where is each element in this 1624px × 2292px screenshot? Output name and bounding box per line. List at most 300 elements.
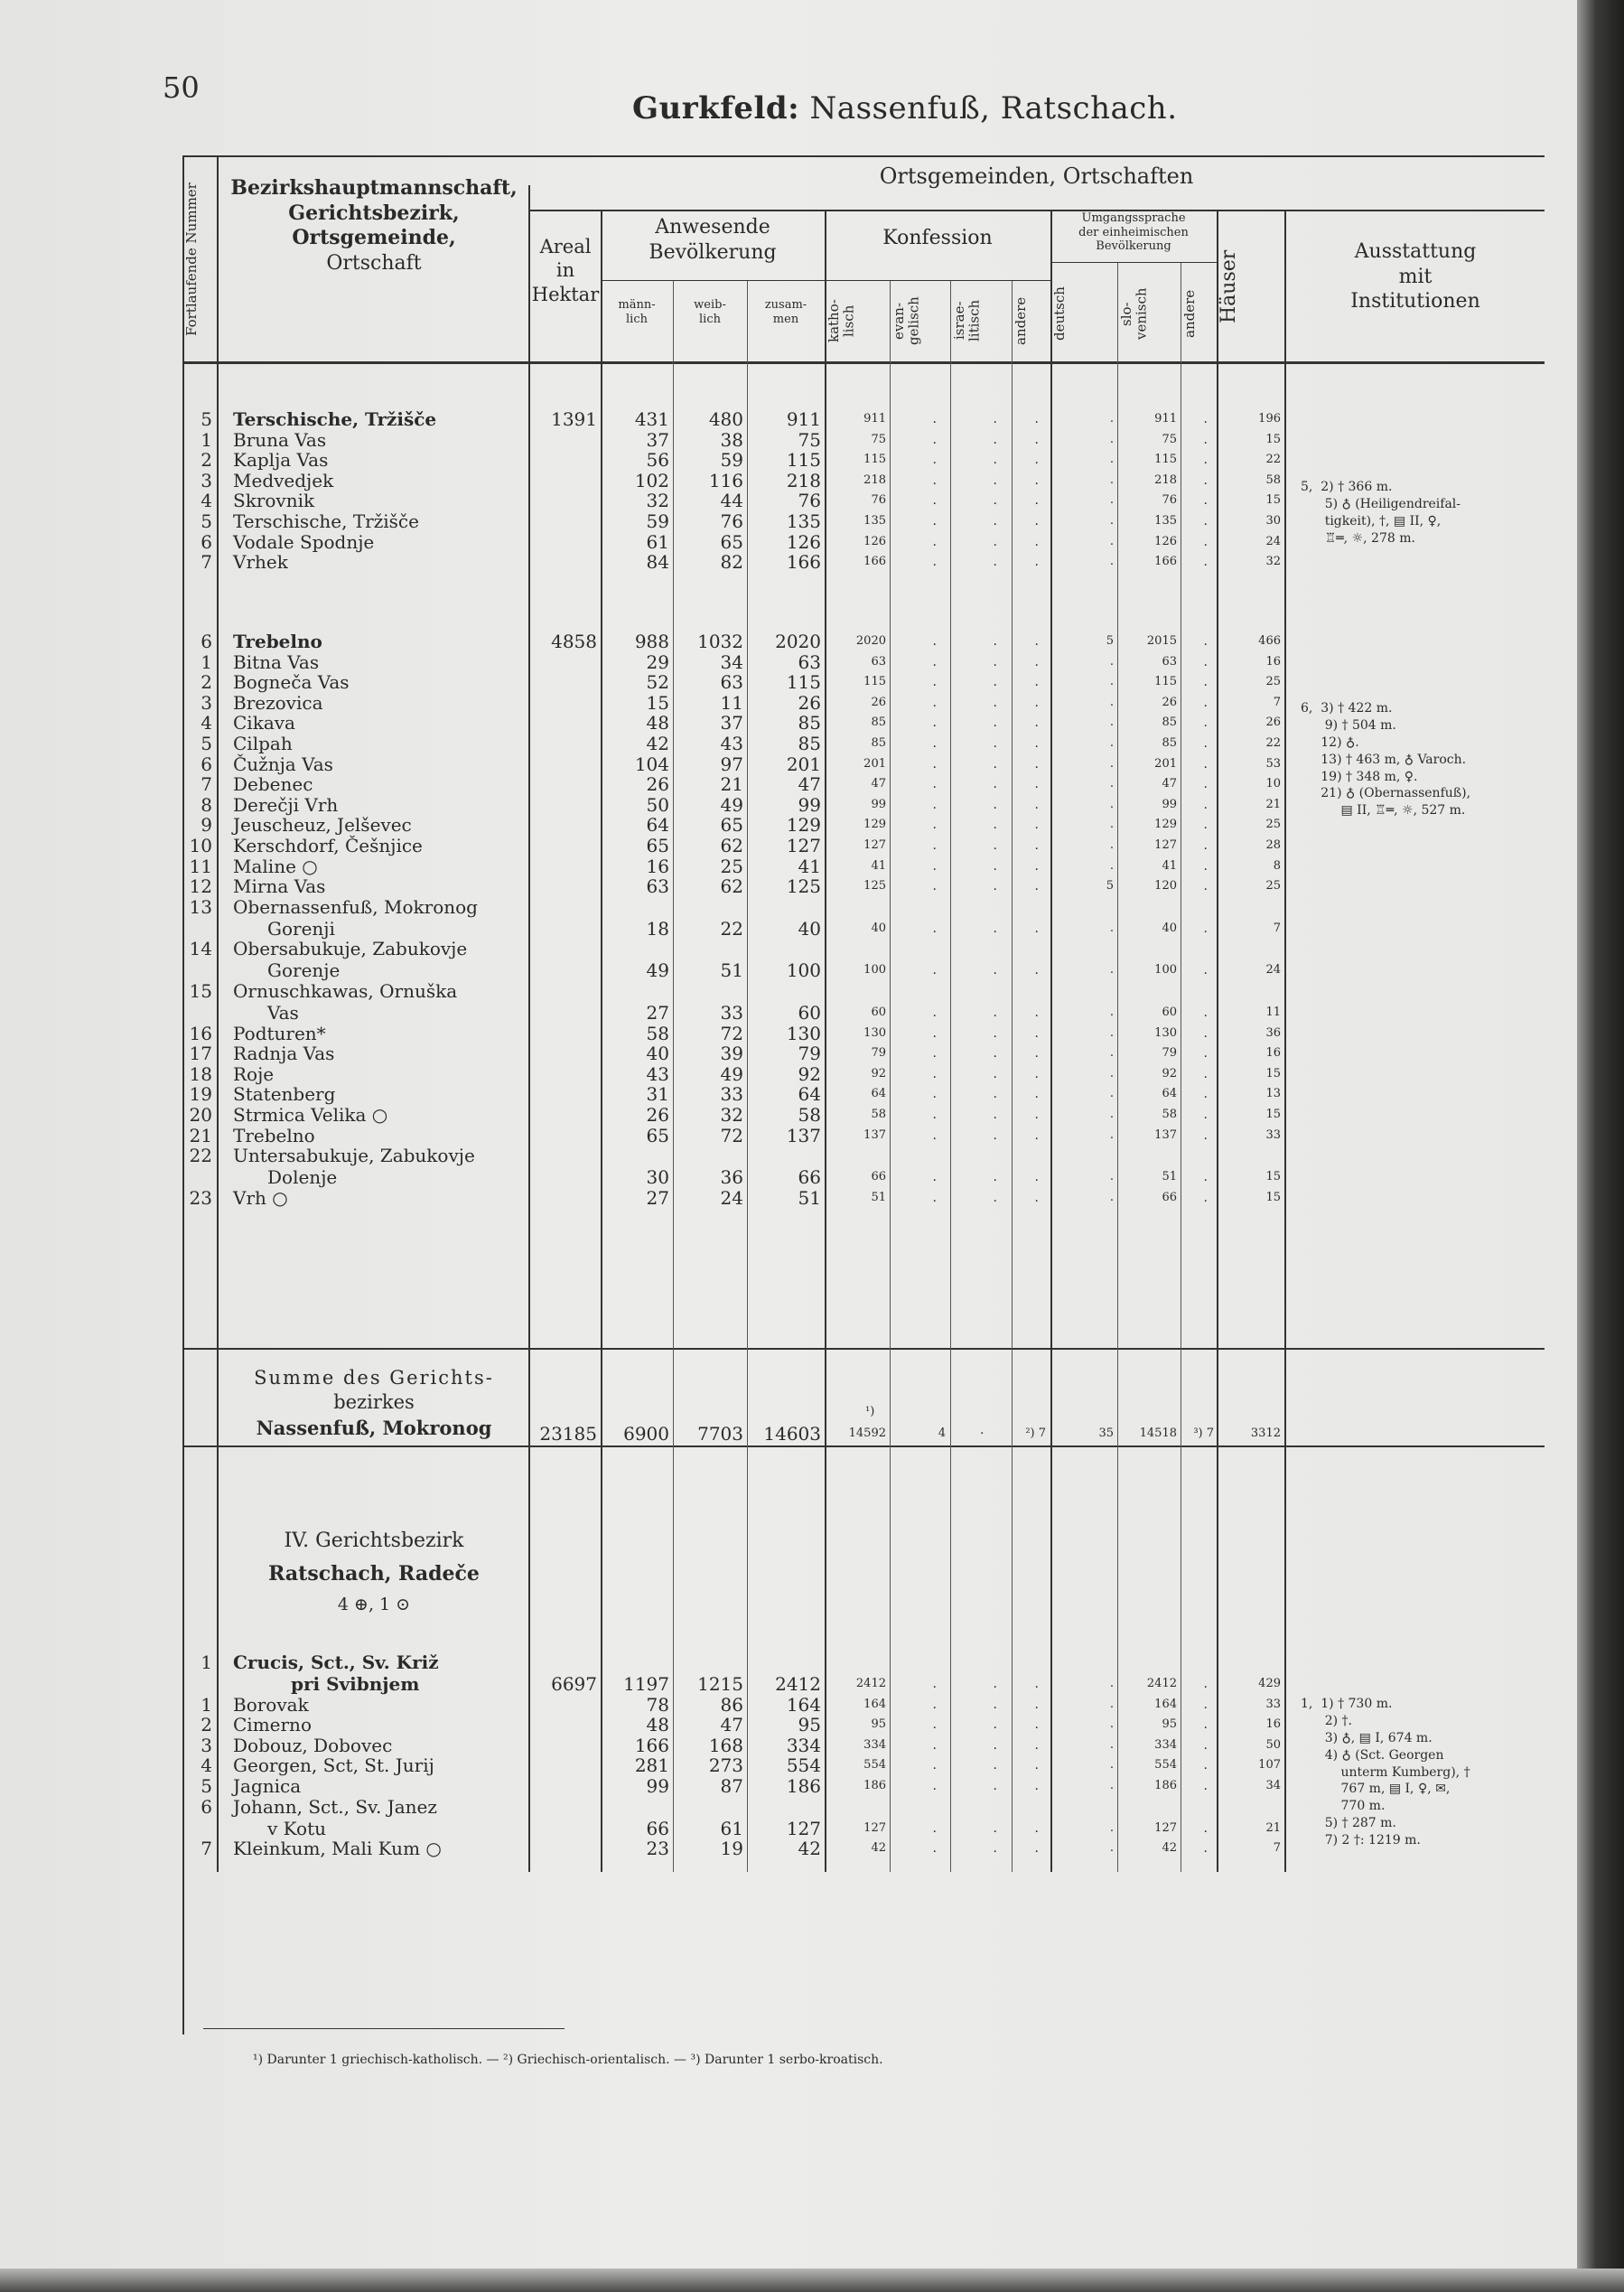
table-row (0, 856, 1624, 875)
row-total: 115 (786, 671, 821, 693)
row-haeuser: 11 (1265, 1006, 1281, 1019)
row-male: 16 (646, 856, 669, 877)
row-number: 19 (189, 1083, 212, 1105)
row-number: 5 (201, 1775, 212, 1797)
table-row (0, 1104, 1624, 1124)
row-male: 27 (646, 1187, 669, 1209)
row-male: 61 (646, 530, 669, 553)
section-heading-l2: Ratschach, Radeče (268, 1562, 480, 1586)
row-female: 22 (720, 918, 743, 940)
page-title (632, 90, 1178, 126)
row-slovenisch: 41 (1162, 859, 1177, 873)
row-place-name: Derečji Vrh (233, 794, 339, 816)
row-place-name-cont: Dolenje (267, 1166, 338, 1188)
row-slovenisch: 51 (1162, 1170, 1177, 1183)
row-female: 97 (720, 753, 743, 775)
row-place-name-cont: Gorenje (267, 959, 341, 981)
summary-bottom-rule (182, 1445, 1545, 1447)
table-row (0, 429, 1624, 449)
row-deutsch: . (1109, 1170, 1114, 1183)
row-andere-lang: . (1203, 1779, 1208, 1793)
header-lang-l1: Umgangssprache (1081, 211, 1186, 225)
row-total: 64 (798, 1083, 821, 1105)
row-deutsch: . (1109, 963, 1114, 977)
header-katholisch: katho- lisch (826, 299, 857, 342)
row-total: 95 (798, 1714, 821, 1735)
row-slovenisch: 164 (1154, 1698, 1177, 1711)
row-female: 1215 (697, 1673, 743, 1695)
row-evangelisch: . (932, 1677, 937, 1691)
row-female: 36 (720, 1166, 743, 1188)
row-evangelisch: . (932, 1779, 937, 1793)
row-male: 27 (646, 1002, 669, 1024)
table-row (0, 1083, 1624, 1103)
row-andere-konf: . (1034, 757, 1039, 772)
row-israelitisch: . (993, 555, 997, 570)
row-andere-konf: . (1034, 1067, 1039, 1081)
row-andere-lang: . (1203, 1738, 1208, 1753)
row-andere-lang: . (1203, 1821, 1208, 1836)
table-row (0, 651, 1624, 671)
row-number: 6 (201, 753, 212, 775)
row-female: 72 (720, 1125, 743, 1146)
table-row (0, 835, 1624, 855)
row-male: 988 (634, 631, 669, 652)
table-row (0, 938, 1624, 981)
row-andere-lang: . (1203, 1087, 1208, 1101)
row-slovenisch: 911 (1154, 412, 1177, 426)
row-deutsch: . (1109, 655, 1114, 669)
row-total: 135 (786, 510, 821, 532)
row-slovenisch: 85 (1162, 716, 1177, 729)
row-number: 18 (189, 1063, 212, 1085)
row-haeuser: 107 (1258, 1758, 1281, 1772)
row-andere-konf: . (1034, 859, 1039, 874)
row-israelitisch: . (993, 655, 997, 669)
row-israelitisch: . (993, 514, 997, 529)
row-israelitisch: . (993, 1046, 997, 1061)
row-deutsch: . (1109, 1067, 1114, 1081)
row-haeuser: 15 (1265, 1191, 1281, 1204)
summary-haeuser: 3312 (1250, 1427, 1281, 1440)
row-israelitisch: . (993, 1698, 997, 1712)
row-andere-lang: . (1203, 963, 1208, 978)
summary-label-l3: Nassenfuß, Mokronog (256, 1416, 492, 1439)
row-evangelisch: . (932, 1821, 937, 1836)
row-place-name: Maline ○ (233, 856, 318, 877)
row-female: 72 (720, 1023, 743, 1044)
row-evangelisch: . (932, 859, 937, 874)
row-andere-konf: . (1034, 675, 1039, 689)
table-row (0, 980, 1624, 1024)
row-deutsch: . (1109, 1738, 1114, 1752)
row-male: 1197 (623, 1673, 669, 1695)
row-haeuser: 33 (1265, 1128, 1281, 1142)
footnote-rule (203, 2028, 565, 2029)
row-slovenisch: 66 (1162, 1191, 1177, 1204)
row-female: 480 (708, 408, 743, 430)
row-haeuser: 32 (1265, 555, 1281, 569)
summary-label-l1: Summe des Gerichts- (254, 1367, 494, 1389)
row-andere-lang: . (1203, 838, 1208, 853)
row-place-name: Terschische, Tržišče (233, 510, 419, 532)
row-israelitisch: . (993, 1717, 997, 1732)
row-slovenisch: 334 (1154, 1738, 1177, 1752)
row-number: 3 (201, 692, 212, 714)
row-andere-konf: . (1034, 716, 1039, 730)
row-andere-lang: . (1203, 634, 1208, 649)
row-slovenisch: 130 (1154, 1026, 1177, 1040)
row-deutsch: . (1109, 1006, 1114, 1019)
row-male: 29 (646, 651, 669, 673)
header-group: Ortsgemeinden, Ortschaften (879, 164, 1194, 189)
row-israelitisch: . (993, 1841, 997, 1856)
row-male: 40 (646, 1043, 669, 1064)
row-andere-konf: . (1034, 879, 1039, 893)
row-haeuser: 33 (1265, 1698, 1281, 1711)
row-place-name: Trebelno (233, 631, 322, 652)
row-slovenisch: 127 (1154, 838, 1177, 852)
row-haeuser: 16 (1265, 1046, 1281, 1060)
row-deutsch: . (1109, 736, 1114, 750)
row-israelitisch: . (993, 921, 997, 936)
row-israelitisch: . (993, 818, 997, 832)
row-andere-lang: . (1203, 534, 1208, 549)
row-place-name: Dobouz, Dobovec (233, 1735, 393, 1756)
row-haeuser: 26 (1265, 716, 1281, 729)
row-andere-konf: . (1034, 1046, 1039, 1061)
row-male: 65 (646, 1125, 669, 1146)
row-katholisch: 164 (863, 1698, 886, 1711)
row-katholisch: 92 (871, 1067, 886, 1081)
header-district-l1: Bezirkshauptmannschaft, (230, 176, 518, 200)
row-andere-lang: . (1203, 1758, 1208, 1773)
row-total: 164 (786, 1694, 821, 1716)
header-lang-l3: Bevölkerung (1096, 239, 1171, 254)
row-haeuser: 24 (1265, 534, 1281, 548)
section-heading-l1: IV. Gerichtsbezirk (284, 1530, 464, 1552)
row-andere-konf: . (1034, 1006, 1039, 1020)
row-andere-lang: . (1203, 655, 1208, 669)
summary-row (0, 1405, 1624, 1445)
row-haeuser: 429 (1258, 1677, 1281, 1690)
table-row (0, 551, 1624, 574)
row-male: 23 (646, 1838, 669, 1859)
row-evangelisch: . (932, 1128, 937, 1143)
row-andere-konf: . (1034, 777, 1039, 791)
row-katholisch: 127 (863, 838, 886, 852)
row-number: 2 (201, 449, 212, 472)
header-ausst-l1: Ausstattung (1354, 240, 1477, 263)
row-female: 65 (720, 530, 743, 553)
header-population (601, 215, 825, 265)
row-deutsch: . (1109, 921, 1114, 935)
row-deutsch: . (1109, 453, 1114, 467)
header-andere-lang: andere (1181, 289, 1198, 339)
row-male: 49 (646, 959, 669, 981)
row-place-name: Radnja Vas (233, 1043, 335, 1064)
row-female: 33 (720, 1002, 743, 1024)
row-slovenisch: 2015 (1146, 634, 1177, 648)
note-terschische: 5, 2) † 366 m. 5) ♁ (Heiligendreifal- tigkeit), †, ▤ II, ♀, ♖═, ☼, 278 m. (1301, 480, 1461, 546)
row-andere-lang: . (1203, 798, 1208, 812)
row-female: 43 (720, 733, 743, 754)
row-andere-konf: . (1034, 1087, 1039, 1101)
row-haeuser: 7 (1273, 696, 1281, 709)
header-group-rule (528, 210, 1545, 211)
header-lfd-nummer: Fortlaufende Nummer (183, 182, 200, 337)
row-total: 129 (786, 814, 821, 836)
row-katholisch: 127 (863, 1821, 886, 1835)
row-haeuser: 21 (1265, 798, 1281, 811)
row-katholisch: 85 (871, 716, 886, 729)
row-andere-lang: . (1203, 1128, 1208, 1143)
title-rest: Nassenfuß, Ratschach. (799, 90, 1178, 126)
row-number: 9 (201, 814, 212, 836)
row-male: 58 (646, 1023, 669, 1044)
row-evangelisch: . (932, 655, 937, 669)
row-place-name: Debenec (233, 773, 313, 795)
row-andere-lang: . (1203, 432, 1208, 447)
row-place-name: Ornuschkawas, Ornuška (233, 980, 458, 1002)
summary-andere-lang: ³) 7 (1193, 1427, 1214, 1440)
row-deutsch: . (1109, 1821, 1114, 1835)
row-male: 30 (646, 1166, 669, 1188)
row-female: 44 (720, 490, 743, 512)
row-number: 6 (201, 1796, 212, 1818)
row-slovenisch: 201 (1154, 757, 1177, 771)
summary-evangelisch: 4 (938, 1427, 946, 1440)
row-place-name: Mirna Vas (233, 875, 326, 897)
row-andere-lang: . (1203, 493, 1208, 509)
row-israelitisch: . (993, 696, 997, 710)
row-slovenisch: 137 (1154, 1128, 1177, 1142)
summary-deutsch: 35 (1098, 1427, 1114, 1440)
row-female: 11 (720, 692, 743, 714)
row-deutsch: . (1109, 555, 1114, 569)
row-evangelisch: . (932, 1108, 937, 1122)
row-israelitisch: . (993, 675, 997, 689)
row-andere-konf: . (1034, 1841, 1039, 1856)
row-andere-konf: . (1034, 1108, 1039, 1122)
row-katholisch: 125 (863, 879, 886, 893)
row-number: 20 (189, 1104, 212, 1126)
row-israelitisch: . (993, 736, 997, 751)
row-evangelisch: . (932, 1087, 937, 1101)
table-top-border (182, 155, 1545, 157)
row-haeuser: 28 (1265, 838, 1281, 852)
row-evangelisch: . (932, 1841, 937, 1856)
row-areal: 6697 (551, 1673, 597, 1695)
row-total: 2412 (775, 1673, 821, 1695)
row-haeuser: 8 (1273, 859, 1281, 873)
row-male: 104 (634, 753, 669, 775)
row-slovenisch: 135 (1154, 514, 1177, 528)
row-areal: 1391 (551, 408, 597, 430)
row-evangelisch: . (932, 798, 937, 812)
row-place-name: Čužnja Vas (233, 753, 333, 775)
row-number: 12 (189, 875, 212, 897)
row-haeuser: 15 (1265, 1067, 1281, 1081)
row-katholisch: 137 (863, 1128, 886, 1142)
row-evangelisch: . (932, 879, 937, 893)
row-deutsch: . (1109, 534, 1114, 548)
footnote: ¹) Darunter 1 griechisch-katholisch. — ²) Griechisch-orientalisch. — ³) Darunter 1 serbo-kroatisch. (253, 2053, 883, 2067)
row-female: 62 (720, 835, 743, 856)
row-number: 7 (201, 551, 212, 574)
row-slovenisch: 26 (1162, 696, 1177, 709)
header-konfession: Konfession (882, 227, 993, 249)
row-andere-lang: . (1203, 1191, 1208, 1205)
row-israelitisch: . (993, 1779, 997, 1793)
row-andere-konf: . (1034, 534, 1039, 549)
row-slovenisch: 127 (1154, 1821, 1177, 1835)
row-deutsch: . (1109, 472, 1114, 487)
row-female: 32 (720, 1104, 743, 1126)
row-israelitisch: . (993, 432, 997, 447)
row-total: 127 (786, 1818, 821, 1839)
row-evangelisch: . (932, 757, 937, 772)
row-number: 5 (201, 733, 212, 754)
row-total: 911 (786, 408, 821, 430)
row-evangelisch: . (932, 1006, 937, 1020)
row-male: 52 (646, 671, 669, 693)
row-female: 19 (720, 1838, 743, 1859)
row-evangelisch: . (932, 472, 937, 488)
row-andere-konf: . (1034, 1677, 1039, 1691)
row-israelitisch: . (993, 634, 997, 649)
row-israelitisch: . (993, 1128, 997, 1143)
header-areal-l3: Hektar (531, 283, 600, 305)
row-andere-lang: . (1203, 1006, 1208, 1020)
row-andere-konf: . (1034, 1758, 1039, 1773)
row-male: 59 (646, 510, 669, 532)
header-areal-l1: Areal (539, 236, 592, 257)
header-ausst-l2: mit (1398, 265, 1433, 288)
row-total: 126 (786, 530, 821, 553)
row-number: 16 (189, 1023, 212, 1044)
row-katholisch: 126 (863, 534, 886, 548)
row-male: 31 (646, 1083, 669, 1105)
row-deutsch: 5 (1106, 879, 1114, 893)
row-total: 99 (798, 794, 821, 816)
row-deutsch: . (1109, 757, 1114, 771)
row-female: 82 (720, 551, 743, 574)
row-haeuser: 7 (1273, 1841, 1281, 1855)
row-israelitisch: . (993, 1738, 997, 1753)
row-female: 21 (720, 773, 743, 795)
row-katholisch: 218 (863, 472, 886, 487)
summary-israelitisch: . (980, 1423, 985, 1437)
row-slovenisch: 42 (1162, 1841, 1177, 1855)
table-row (0, 1063, 1624, 1083)
row-total: 2020 (775, 631, 821, 652)
header-male: männ- lich (618, 298, 656, 327)
row-israelitisch: . (993, 1006, 997, 1020)
row-katholisch: 554 (863, 1758, 886, 1772)
row-katholisch: 95 (871, 1717, 886, 1731)
row-evangelisch: . (932, 1738, 937, 1753)
row-place-name: Terschische, Tržišče (233, 408, 437, 430)
row-place-name: Strmica Velika ○ (233, 1104, 388, 1126)
row-evangelisch: . (932, 1717, 937, 1732)
row-haeuser: 15 (1265, 432, 1281, 446)
row-israelitisch: . (993, 798, 997, 812)
row-deutsch: . (1109, 777, 1114, 791)
row-slovenisch: 64 (1162, 1087, 1177, 1100)
row-israelitisch: . (993, 1677, 997, 1691)
row-number: 3 (201, 1735, 212, 1756)
table-row (0, 896, 1624, 940)
row-total: 218 (786, 469, 821, 491)
row-slovenisch: 92 (1162, 1067, 1177, 1081)
row-haeuser: 15 (1265, 1108, 1281, 1121)
row-deutsch: . (1109, 1677, 1114, 1690)
row-female: 51 (720, 959, 743, 981)
row-slovenisch: 218 (1154, 472, 1177, 487)
row-andere-konf: . (1034, 736, 1039, 751)
row-total: 92 (798, 1063, 821, 1085)
row-deutsch: . (1109, 493, 1114, 508)
row-israelitisch: . (993, 963, 997, 978)
row-haeuser: 466 (1258, 634, 1281, 648)
note-trebelno: 6, 3) † 422 m. 9) † 504 m. 12) ♁. 13) † 463 m, ♁ Varoch. 19) † 348 m, ♀. 21) ♁ (Obernassenfuß), ▤ II, ♖═, ☼, 527 m. (1301, 701, 1471, 819)
row-andere-konf: . (1034, 921, 1039, 936)
row-deutsch: . (1109, 1046, 1114, 1060)
header-ausstattung (1286, 239, 1545, 314)
row-andere-lang: . (1203, 412, 1208, 426)
summary-total: 14603 (763, 1423, 821, 1445)
header-district (220, 176, 527, 276)
row-total: 85 (798, 733, 821, 754)
row-number: 10 (189, 835, 212, 856)
row-deutsch: . (1109, 675, 1114, 688)
table-row (0, 671, 1624, 691)
row-evangelisch: . (932, 534, 937, 549)
row-total: 47 (798, 773, 821, 795)
row-katholisch: 100 (863, 963, 886, 977)
row-male: 43 (646, 1063, 669, 1085)
row-deutsch: . (1109, 818, 1114, 831)
row-total: 201 (786, 753, 821, 775)
row-male: 166 (634, 1735, 669, 1756)
row-male: 42 (646, 733, 669, 754)
row-haeuser: 21 (1265, 1821, 1281, 1835)
row-katholisch: 201 (863, 757, 886, 771)
row-number: 1 (201, 1694, 212, 1716)
row-female: 87 (720, 1775, 743, 1797)
row-female: 62 (720, 875, 743, 897)
row-andere-lang: . (1203, 1026, 1208, 1041)
row-male: 26 (646, 773, 669, 795)
row-total: 63 (798, 651, 821, 673)
row-andere-lang: . (1203, 675, 1208, 689)
row-evangelisch: . (932, 1698, 937, 1712)
summary-slovenisch: 14518 (1139, 1427, 1177, 1440)
row-slovenisch: 120 (1154, 879, 1177, 893)
row-slovenisch: 60 (1162, 1006, 1177, 1019)
row-female: 25 (720, 856, 743, 877)
row-female: 49 (720, 794, 743, 816)
row-andere-lang: . (1203, 1841, 1208, 1856)
table-row (0, 875, 1624, 895)
header-andere-konf: andere (1013, 296, 1029, 345)
row-andere-konf: . (1034, 1717, 1039, 1732)
row-katholisch: 115 (863, 675, 886, 688)
row-haeuser: 36 (1265, 1026, 1281, 1040)
row-total: 85 (798, 712, 821, 734)
row-total: 75 (798, 428, 821, 451)
